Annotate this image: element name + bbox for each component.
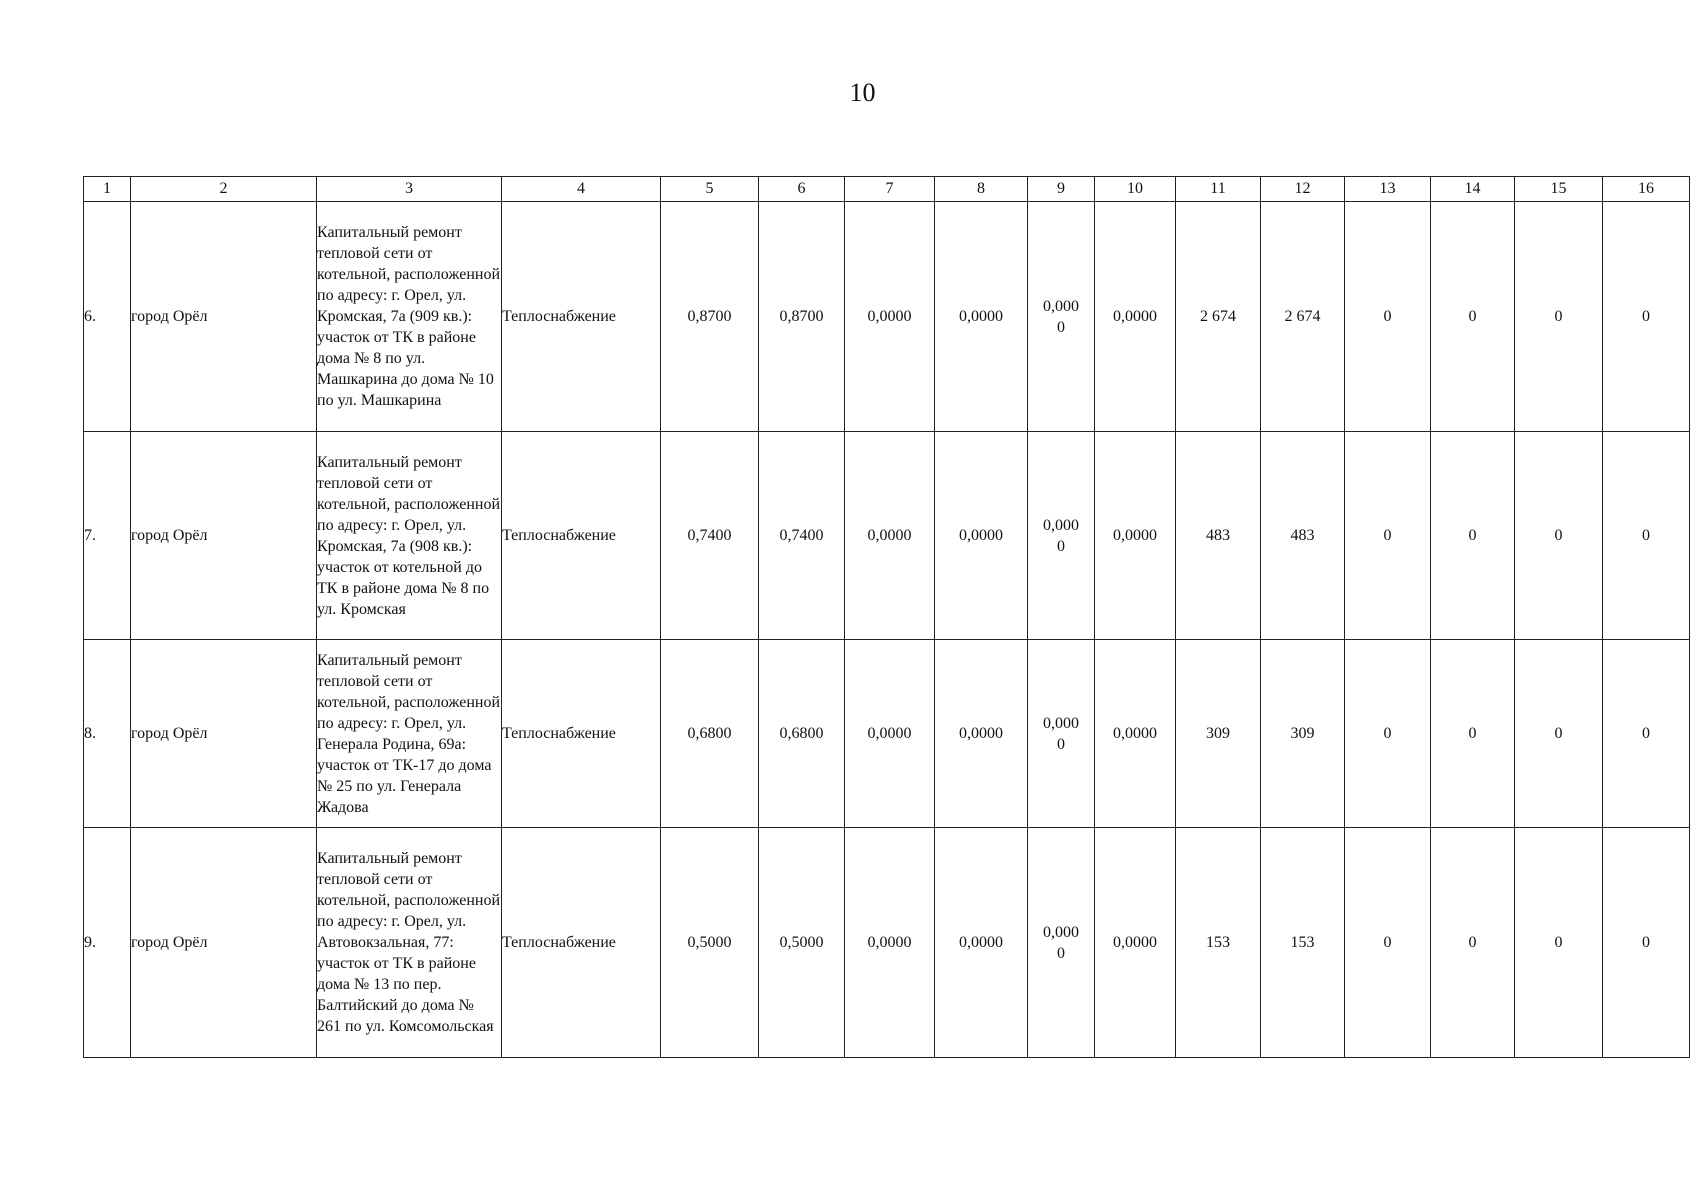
value-cell: 0,0000 bbox=[1095, 432, 1176, 640]
value-cell: 0 bbox=[1431, 432, 1515, 640]
value-cell bbox=[1028, 202, 1095, 432]
value-cell: 0,5000 bbox=[661, 828, 759, 1058]
value-cell: 0 bbox=[1515, 432, 1603, 640]
table-row bbox=[84, 640, 1690, 828]
value-cell-line: 0 bbox=[1057, 735, 1065, 753]
value-cell: 0,6800 bbox=[661, 640, 759, 828]
value-cell: 0 bbox=[1603, 202, 1690, 432]
column-header: 7 bbox=[845, 177, 935, 202]
value-cell-line: 0,000 bbox=[1043, 923, 1079, 941]
value-cell: 0 bbox=[1603, 640, 1690, 828]
description-cell: Капитальный ремонт тепловой сети от котельной, расположенной по адресу: г. Орел, ул. Кромская, 7а (908 кв.): участок от котельной до ТК в районе дома № 8 по ул. Кромская bbox=[317, 432, 502, 640]
column-header: 1 bbox=[84, 177, 131, 202]
value-cell: 153 bbox=[1176, 828, 1261, 1058]
column-header: 8 bbox=[935, 177, 1028, 202]
description-cell: Капитальный ремонт тепловой сети от котельной, расположенной по адресу: г. Орел, ул. Кромская, 7а (909 кв.): участок от ТК в районе дома № 8 по ул. Машкарина до дома № 10 по ул. Машкарина bbox=[317, 202, 502, 432]
value-cell: 0,8700 bbox=[661, 202, 759, 432]
value-cell: 483 bbox=[1261, 432, 1345, 640]
value-cell: 0,0000 bbox=[1095, 202, 1176, 432]
value-cell-line: 0,000 bbox=[1043, 714, 1079, 732]
value-cell: 0 bbox=[1515, 828, 1603, 1058]
value-cell: 0,0000 bbox=[845, 202, 935, 432]
row-number-cell: 8. bbox=[84, 640, 131, 828]
value-cell-line: 0 bbox=[1057, 537, 1065, 555]
column-header: 15 bbox=[1515, 177, 1603, 202]
value-cell: 0,8700 bbox=[759, 202, 845, 432]
value-cell: 0 bbox=[1345, 202, 1431, 432]
column-header: 9 bbox=[1028, 177, 1095, 202]
table-row bbox=[84, 432, 1690, 640]
value-cell bbox=[1028, 432, 1095, 640]
table-row bbox=[84, 828, 1690, 1058]
value-cell: 0,6800 bbox=[759, 640, 845, 828]
value-cell: 0,7400 bbox=[661, 432, 759, 640]
value-cell: 0,0000 bbox=[845, 432, 935, 640]
description-cell: Капитальный ремонт тепловой сети от котельной, расположенной по адресу: г. Орел, ул. Автовокзальная, 77: участок от ТК в районе дома № 13 по пер. Балтийский до дома № 261 по ул. Комсомольская bbox=[317, 828, 502, 1058]
value-cell: 0,0000 bbox=[1095, 828, 1176, 1058]
value-cell: 0,0000 bbox=[935, 432, 1028, 640]
column-header: 13 bbox=[1345, 177, 1431, 202]
value-cell: 0,0000 bbox=[935, 828, 1028, 1058]
value-cell: 153 bbox=[1261, 828, 1345, 1058]
value-cell-line: 0,000 bbox=[1043, 516, 1079, 534]
value-cell: 0,0000 bbox=[845, 640, 935, 828]
value-cell: 0,0000 bbox=[935, 202, 1028, 432]
value-cell: 0,0000 bbox=[1095, 640, 1176, 828]
column-header: 14 bbox=[1431, 177, 1515, 202]
service-cell: Теплоснабжение bbox=[502, 432, 661, 640]
service-cell: Теплоснабжение bbox=[502, 202, 661, 432]
value-cell-line: 0 bbox=[1057, 318, 1065, 336]
row-number-cell: 7. bbox=[84, 432, 131, 640]
city-cell: город Орёл bbox=[131, 202, 317, 432]
service-cell: Теплоснабжение bbox=[502, 640, 661, 828]
value-cell: 0,7400 bbox=[759, 432, 845, 640]
service-cell: Теплоснабжение bbox=[502, 828, 661, 1058]
value-cell: 0,5000 bbox=[759, 828, 845, 1058]
page-number: 10 bbox=[849, 78, 876, 107]
value-cell: 0 bbox=[1603, 828, 1690, 1058]
value-cell: 483 bbox=[1176, 432, 1261, 640]
value-cell: 2 674 bbox=[1261, 202, 1345, 432]
value-cell: 0 bbox=[1345, 828, 1431, 1058]
value-cell-line: 0,000 bbox=[1043, 297, 1079, 315]
value-cell: 0,0000 bbox=[935, 640, 1028, 828]
data-table bbox=[83, 176, 1690, 1058]
column-header: 2 bbox=[131, 177, 317, 202]
value-cell-line: 0 bbox=[1057, 944, 1065, 962]
value-cell: 309 bbox=[1176, 640, 1261, 828]
value-cell: 0 bbox=[1431, 640, 1515, 828]
column-header: 12 bbox=[1261, 177, 1345, 202]
city-cell: город Орёл bbox=[131, 828, 317, 1058]
value-cell: 0 bbox=[1431, 202, 1515, 432]
city-cell: город Орёл bbox=[131, 432, 317, 640]
value-cell: 0 bbox=[1515, 202, 1603, 432]
value-cell: 309 bbox=[1261, 640, 1345, 828]
column-header: 16 bbox=[1603, 177, 1690, 202]
column-header: 3 bbox=[317, 177, 502, 202]
city-cell: город Орёл bbox=[131, 640, 317, 828]
column-header: 11 bbox=[1176, 177, 1261, 202]
value-cell: 2 674 bbox=[1176, 202, 1261, 432]
column-header: 6 bbox=[759, 177, 845, 202]
value-cell bbox=[1028, 828, 1095, 1058]
value-cell bbox=[1028, 640, 1095, 828]
value-cell: 0 bbox=[1431, 828, 1515, 1058]
table-row bbox=[84, 202, 1690, 432]
value-cell: 0 bbox=[1603, 432, 1690, 640]
row-number-cell: 6. bbox=[84, 202, 131, 432]
value-cell: 0 bbox=[1345, 640, 1431, 828]
value-cell: 0 bbox=[1345, 432, 1431, 640]
description-cell: Капитальный ремонт тепловой сети от котельной, расположенной по адресу: г. Орел, ул. Генерала Родина, 69а: участок от ТК-17 до дома № 25 по ул. Генерала Жадова bbox=[317, 640, 502, 828]
column-header: 5 bbox=[661, 177, 759, 202]
column-number-row bbox=[84, 177, 1690, 202]
value-cell: 0,0000 bbox=[845, 828, 935, 1058]
column-header: 4 bbox=[502, 177, 661, 202]
row-number-cell: 9. bbox=[84, 828, 131, 1058]
column-header: 10 bbox=[1095, 177, 1176, 202]
value-cell: 0 bbox=[1515, 640, 1603, 828]
